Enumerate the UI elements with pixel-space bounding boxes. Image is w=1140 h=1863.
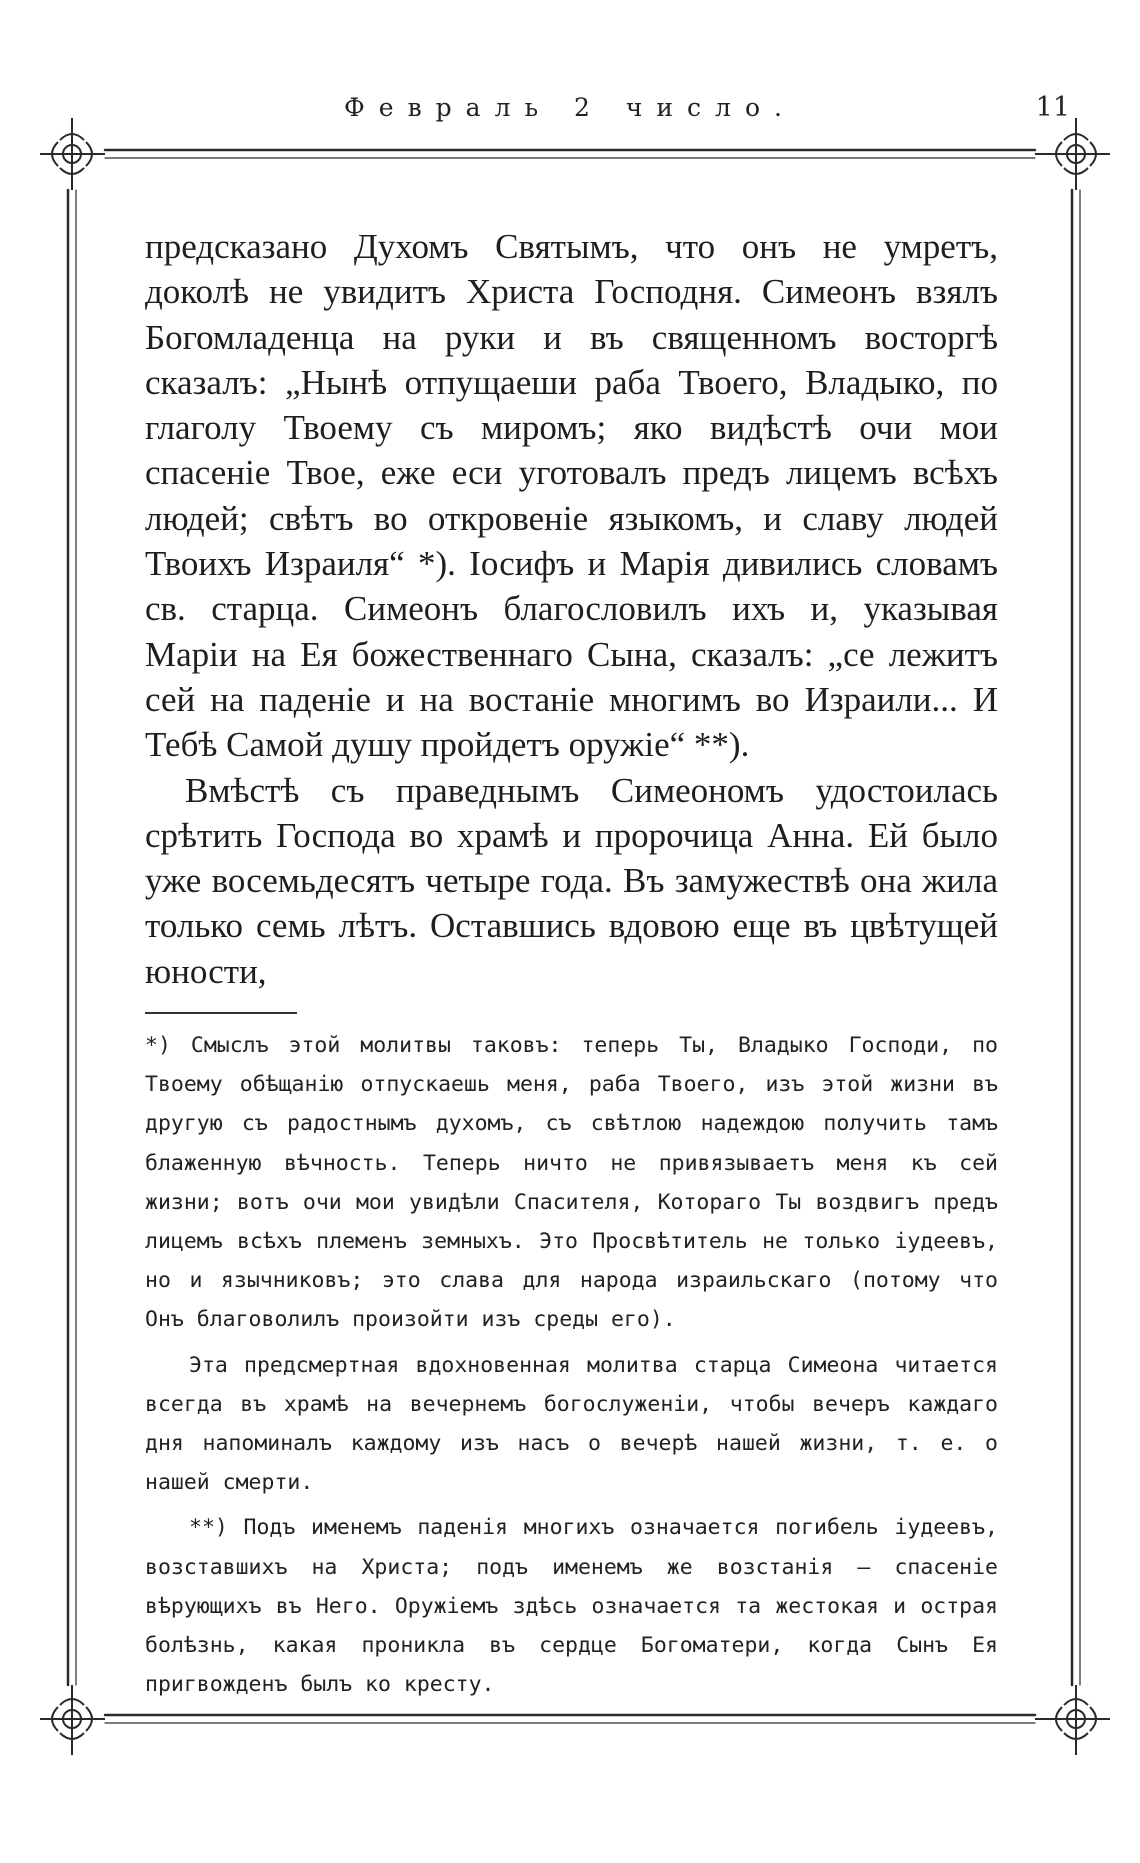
running-head (0, 88, 1140, 128)
running-title: Февраль 2 число. (344, 93, 796, 122)
footnote-2: **) Подъ именемъ паденія многихъ означается погибель іудеевъ, возставшихъ на Христа; подъ именемъ же возстанія — спасеніе вѣрующихъ въ Него. Оружіемъ здѣсь означается та жестокая и острая болѣзнь, какая проникла въ сердце Богоматери, когда Сынъ Ея пригвожденъ былъ ко кресту. (145, 1515, 998, 1698)
corner-ornament-top-right (1035, 118, 1110, 190)
corner-ornament-bottom-right (1035, 1685, 1110, 1755)
corner-ornament-bottom-left (40, 1685, 105, 1755)
page-content (145, 224, 998, 1705)
footnote-separator (145, 1012, 297, 1014)
page-number: 11 (1035, 92, 1070, 123)
footnote-1: *) Смыслъ этой молитвы таковъ: теперь Ты, Владыко Господи, по Твоему обѣщанію отпускаешь меня, раба Твоего, изъ этой жизни въ другую съ радостнымъ духомъ, съ свѣтлою надеждою получить тамъ блаженную вѣчность. Теперь ничто не привязываетъ меня къ сей жизни; вотъ очи мои увидѣли Спасителя, Котораго Ты воздвигъ предъ лицемъ всѣхъ племенъ земныхъ. Это Просвѣтитель не только іудеевъ, но и язычниковъ; это слава для народа израильскаго (потому что Онъ благоволилъ произойти изъ среды его). (145, 1033, 998, 1333)
footnote-1-continuation: Эта предсмертная вдохновенная молитва старца Симеона читается всегда въ храмѣ на вечернемъ богослуженіи, чтобы вечеръ каждаго дня напоминалъ каждому изъ насъ о вечерѣ нашей жизни, т. е. о нашей смерти. (145, 1352, 998, 1496)
body-paragraph: Вмѣстѣ съ праведнымъ Симеономъ удостоилась срѣтить Господа во храмѣ и пророчица Анна. Ей было уже восемьдесятъ четыре года. Въ замужествѣ она жила только семь лѣтъ. Оставшись вдовою еще въ цвѣтущей юности, (145, 770, 998, 991)
corner-ornament-top-left (40, 118, 105, 190)
body-paragraph: предсказано Духомъ Святымъ, что онъ не умретъ, доколѣ не увидитъ Христа Господня. Симеонъ взялъ Богомладенца на руки и въ священномъ восторгѣ сказалъ: „Нынѣ отпущаеши раба Твоего, Владыко, по глаголу Твоему съ миромъ; яко видѣстѣ очи мои спасеніе Твое, еже еси уготовалъ предъ лицемъ всѣхъ людей; свѣтъ во откровеніе языкомъ, и славу людей Твоихъ Израиля“ *). Іосифъ и Марія дивились словамъ св. старца. Симеонъ благословилъ ихъ и, указывая Маріи на Ея божественнаго Сына, сказалъ: „се лежитъ сей на паденіе и на востаніе многимъ во Израили... И Тебѣ Самой душу пройдетъ оружіе“ **). (145, 227, 998, 765)
